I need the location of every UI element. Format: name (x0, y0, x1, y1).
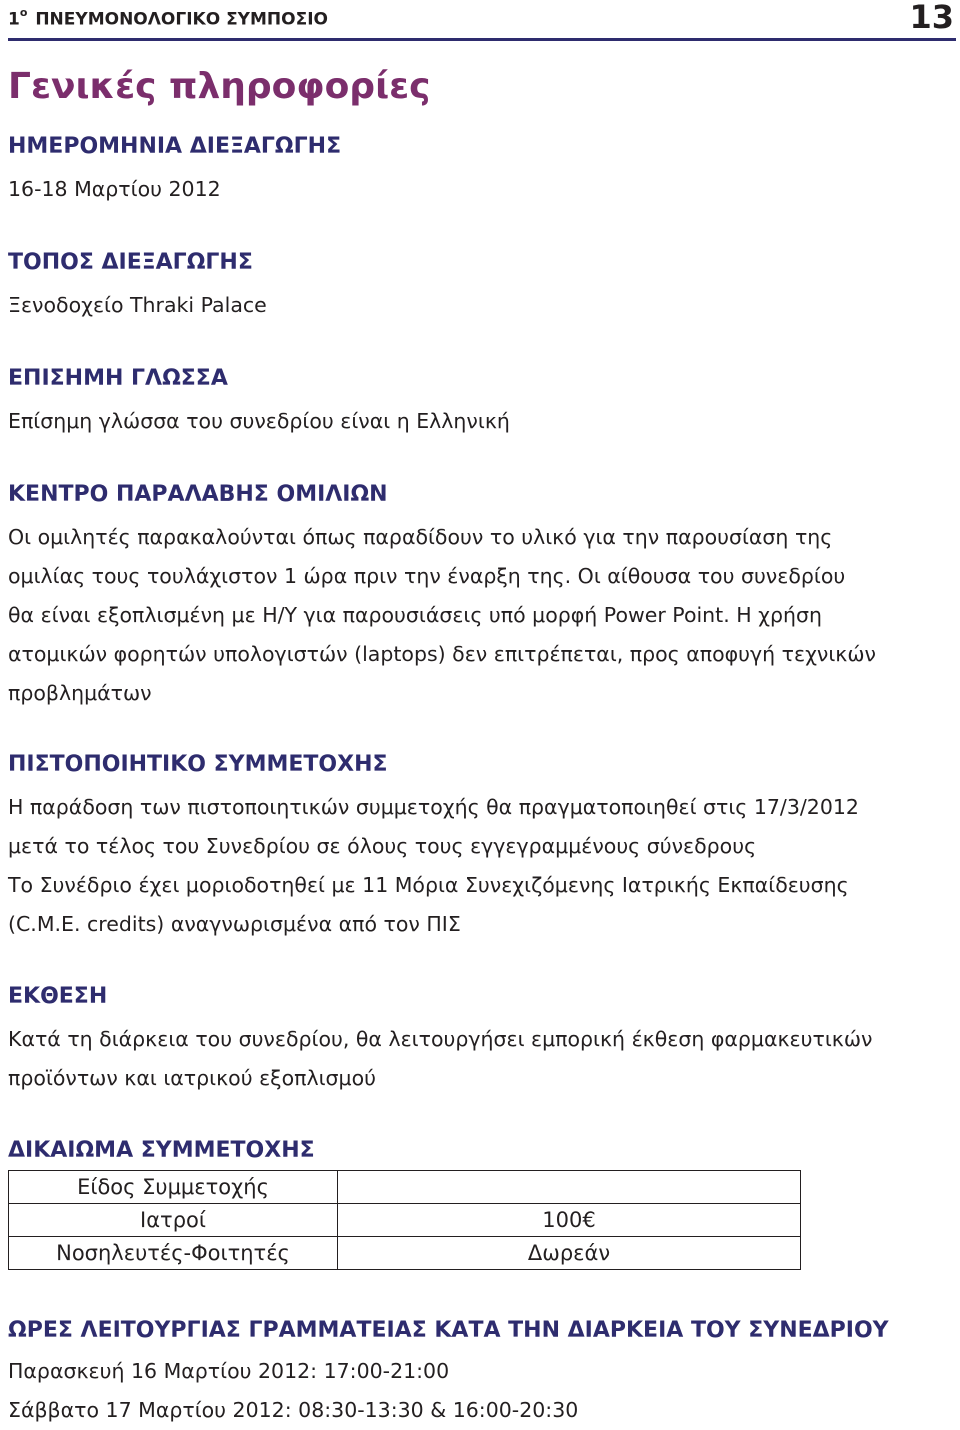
table-header-row (9, 1171, 801, 1204)
section-exhibition (8, 982, 948, 1098)
fee-cell: Δωρεάν (338, 1237, 801, 1270)
section-language (8, 364, 948, 441)
section-heading: ΕΚΘΕΣΗ (8, 984, 108, 1009)
body-line: θα είναι εξοπλισμένη με Η/Υ για παρουσιάσεις υπό μορφή Power Point. Η χρήση (8, 603, 823, 627)
body-line: Οι ομιλητές παρακαλούνται όπως παραδίδουν το υλικό για την παρουσίαση της (8, 525, 833, 549)
section-body (8, 1020, 948, 1098)
section-body (8, 788, 948, 944)
body-line: Επίσημη γλώσσα του συνεδρίου είναι η Ελληνική (8, 409, 510, 433)
section-heading: ΕΠΙΣΗΜΗ ΓΛΩΣΣΑ (8, 366, 228, 391)
body-line: Σάββατο 17 Μαρτίου 2012: 08:30-13:30 & 16:00-20:30 (8, 1398, 579, 1422)
section-heading: ΔΙΚΑΙΩΜΑ ΣΥΜΜΕΤΟΧΗΣ (8, 1138, 315, 1163)
body-line: προϊόντων και ιατρικού εξοπλισμού (8, 1066, 376, 1090)
section-speakers (8, 480, 948, 713)
body-line: μετά το τέλος του Συνεδρίου σε όλους τους εγγεγραμμένους σύνεδρους (8, 834, 757, 858)
body-line: Ξενοδοχείο Thraki Palace (8, 293, 267, 317)
symposium-ordinal-suffix: ο (19, 6, 28, 19)
body-line: Παρασκευή 16 Μαρτίου 2012: 17:00-21:00 (8, 1359, 450, 1383)
section-body (8, 402, 948, 441)
section-heading: ΤΟΠΟΣ ΔΙΕΞΑΓΩΓΗΣ (8, 250, 253, 275)
body-line: Η παράδοση των πιστοποιητικών συμμετοχής θα πραγματοποιηθεί στις 17/3/2012 (8, 795, 859, 819)
section-venue (8, 248, 948, 325)
section-hours (8, 1316, 948, 1430)
section-date (8, 132, 948, 209)
body-line: ομιλίας τους τουλάχιστον 1 ώρα πριν την έναρξη της. Οι αίθουσα του συνεδρίου (8, 564, 846, 588)
table-header-cell: Είδος Συμμετοχής (9, 1171, 338, 1204)
participant-type-cell: Νοσηλευτές-Φοιτητές (9, 1237, 338, 1270)
body-line: ατομικών φορητών υπολογιστών (laptops) δεν επιτρέπεται, προς αποφυγή τεχνικών (8, 642, 877, 666)
section-heading: ΚΕΝΤΡΟ ΠΑΡΑΛΑΒΗΣ ΟΜΙΛΙΩΝ (8, 482, 388, 507)
body-line: 16-18 Μαρτίου 2012 (8, 177, 221, 201)
section-heading: ΠΙΣΤΟΠΟΙΗΤΙΚΟ ΣΥΜΜΕΤΟΧΗΣ (8, 752, 388, 777)
symposium-title (8, 8, 328, 30)
section-fees (8, 1136, 948, 1166)
section-body (8, 518, 948, 713)
body-line: προβλημάτων (8, 681, 152, 705)
body-line: (C.M.E. credits) αναγνωρισμένα από τον ΠΙΣ (8, 912, 461, 936)
section-heading: ΩΡΕΣ ΛΕΙΤΟΥΡΓΙΑΣ ΓΡΑΜΜΑΤΕΙΑΣ ΚΑΤΑ ΤΗΝ ΔΙΑΡΚΕΙΑ ΤΟΥ ΣΥΝΕΔΡΙΟΥ (8, 1318, 889, 1343)
participant-type-cell: Ιατροί (9, 1204, 338, 1237)
fee-table (8, 1170, 801, 1270)
page-title: Γενικές πληροφορίες (8, 66, 431, 107)
section-certificate (8, 750, 948, 944)
section-body (8, 286, 948, 325)
table-row (9, 1237, 801, 1270)
section-body (8, 1352, 948, 1430)
running-header (8, 0, 956, 41)
page-number: 13 (909, 0, 954, 36)
fee-cell: 100€ (338, 1204, 801, 1237)
body-line: Το Συνέδριο έχει μοριοδοτηθεί με 11 Μόρια Συνεχιζόμενης Ιατρικής Εκπαίδευσης (8, 873, 849, 897)
body-line: Κατά τη διάρκεια του συνεδρίου, θα λειτουργήσει εμπορική έκθεση φαρμακευτικών (8, 1027, 873, 1051)
table-row (9, 1204, 801, 1237)
section-body (8, 170, 948, 209)
table-header-cell (338, 1171, 801, 1204)
symposium-ordinal: 1 (8, 9, 20, 30)
section-heading: ΗΜΕΡΟΜΗΝΙΑ ΔΙΕΞΑΓΩΓΗΣ (8, 134, 342, 159)
symposium-name: ΠΝΕΥΜΟΝΟΛΟΓΙΚΟ ΣΥΜΠΟΣΙΟ (35, 9, 328, 30)
